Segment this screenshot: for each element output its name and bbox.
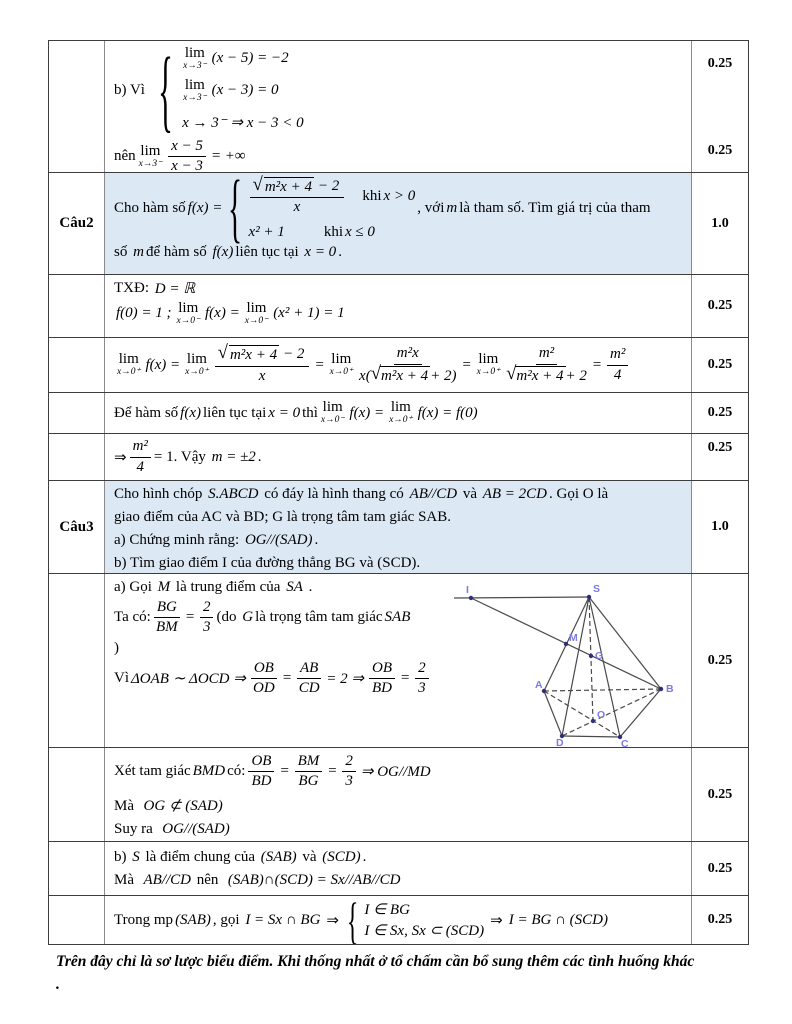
statement-line: b) Tìm giao điểm I của đường thẳng BG và (SCD). [114,555,421,571]
text-run: là tham số. Tìm giá trị của tham [459,200,651,217]
fraction: m²x x( √ m²x + 4 + 2) [359,345,457,384]
diagram-label-G: G [595,650,604,662]
system-lines [180,44,306,137]
footer-line: Trên đây chỉ là sơ lược biểu điểm. Khi thống nhất ở tổ chấm cần bổ sung thêm các tình huống khác [56,953,695,970]
math-run: f(0) = 1 ; [116,305,172,322]
limit-operator: lim x→3⁻ [183,44,207,71]
math-run: = [399,669,411,686]
math-run: G [242,609,254,626]
diagram-point-M [564,642,568,646]
limit-operator: lim x→0⁻ [176,300,201,326]
radical-sign: √ [252,174,263,195]
math-run: x → 3⁻ ⇒ x − 3 < 0 [182,115,304,131]
math-run: (SAB)∩(SCD) = Sx//AB//CD [227,872,401,888]
question-label-cell [49,275,105,337]
system-line [180,76,306,105]
solution-line [114,660,468,698]
question-label-cell [49,434,105,480]
table-row-cau1b [49,41,748,173]
diagram-point-B [659,687,663,691]
diagram-label-I: I [466,584,469,596]
left-brace: { [346,896,359,944]
diagram-edge-SD [562,597,589,736]
statement-line: giao điểm của AC và BD; G là trọng tâm tam giác SAB. [114,509,452,525]
conclusion-line [114,138,685,172]
diagram-edge-CB [620,689,661,737]
math-run: = [314,356,325,373]
text-run: b) [114,849,127,865]
text-run: khi [362,188,382,205]
arrow-run: ⇒ [326,912,339,929]
score-value: 0.25 [707,143,733,158]
diagram-edge-DC [562,736,620,737]
text-run: Để hàm số [114,404,179,421]
diagram-label-S: S [593,583,601,595]
table-row-cau3-partb2 [49,896,748,944]
math-run: AB//CD [143,872,191,888]
math-run: I = Sx ∩ BG [245,911,321,928]
math-run: OG ⊄ (SAD) [143,797,223,814]
table-row-cau3-parta2 [49,748,748,842]
diagram-point-G [589,654,593,658]
solution-cell [105,748,692,841]
math-run: x = 0 [304,243,337,260]
text-run: a) Gọi [114,579,152,595]
score-cell [692,896,748,944]
math-run: (SCD) [322,849,361,865]
diagram-label-B: B [666,683,674,695]
math-run: I ∈ BG [364,902,410,918]
table-row-cau3-partb1 [49,842,748,896]
solution-line: ) [114,639,119,656]
text-run: . Gọi O là [549,486,609,502]
text-run: để hàm số [145,243,207,260]
question-label-cell [49,574,105,747]
math-run: (x − 3) = 0 [211,82,279,98]
text-run: Trong mp [114,911,174,928]
math-run: BMD [192,763,226,780]
solution-cell [105,275,692,337]
math-run: = [184,609,195,626]
solution-cell [105,574,692,747]
math-run: SA [286,579,303,595]
fraction: $\frac{AB}{CD}$ [298,659,320,696]
square-root: √ m²x + 4 [252,174,312,195]
text-run: Xét tam giác [114,763,191,780]
solution-line [114,869,685,892]
table-row-cau3-statement [49,481,748,574]
math-run: OG//(SAD) [244,532,313,548]
score-cell [692,338,748,392]
math-run: S.ABCD [208,486,259,502]
text-run: là trọng tâm tam giác [255,609,383,626]
table-row-cau2-step1 [49,275,748,338]
pyramid-diagram [449,579,691,747]
question-label: Câu2 [59,215,94,231]
score-cell [692,41,748,172]
table-row-cau2-step2 [49,338,748,393]
math-run: f(x) = f(0) [417,404,478,421]
fraction: $\frac{\text{m²}}{4}$ [607,346,628,384]
score-cell [692,173,748,274]
math-run: ΔOAB ∼ ΔOCD ⇒ [131,670,246,687]
diagram-label-A: A [535,679,543,691]
text-run: có đáy là hình thang có [264,486,404,502]
score-value: 0.25 [707,298,733,313]
diagram-edge-SO-hidden [589,597,593,721]
math-run: m [446,200,458,217]
text-run: . [314,532,319,548]
math-run: D = ℝ [154,281,196,297]
fraction: $\frac{OB}{BD}$ [369,660,395,698]
question-label-cell [49,173,105,274]
score-cell [692,434,748,480]
math-run: x = 0 [268,404,301,421]
square-root: √ m²x + 4 [506,362,564,384]
table-row-cau2-step4 [49,434,748,481]
text-run: a) Chứng minh rằng: [114,532,240,548]
score-cell [692,748,748,841]
solution-line [114,898,685,942]
math-run: I = BG ∩ (SCD) [508,911,608,928]
score-value: 0.25 [707,405,733,420]
text-run: Mà [114,872,134,888]
fraction: $\frac{BM}{BG}$ [295,753,323,791]
score-value: 0.25 [707,652,733,668]
limit-operator: lim x→0⁺ [329,351,354,378]
solution-line [114,599,468,637]
fraction: $\frac{x - 5}{x - 3}$ [168,138,206,172]
fraction: $\frac{2}{3}$ [342,753,356,791]
text-run: thì [302,404,318,421]
question-label-cell [49,842,105,895]
math-run: f(x) [180,404,201,421]
math-run: f(x) [212,243,234,260]
score-cell [692,574,748,747]
solution-line [114,818,685,841]
fraction: m² √ m²x + 4 + 2 [506,345,587,384]
case-line [247,174,418,217]
math-run: f(x) = [205,305,240,322]
question-label-cell [49,896,105,944]
score-value: 1.0 [711,519,729,534]
math-run: M [157,579,171,595]
footer-note [56,950,758,996]
limit-operator: lim x→0⁺ [476,351,501,378]
math-run: m [133,243,144,260]
square-root: √ m²x + 4 [217,342,278,364]
text-run: khi [323,223,343,240]
solution-line [114,340,685,390]
system-line [180,108,306,137]
arrow-run: ⇒ [490,912,503,929]
solution-line [114,576,468,599]
text-run: b) Vì [114,82,145,98]
fraction: $\frac{OB}{BD}$ [248,753,274,791]
math-run: = [461,356,472,373]
math-run: (SAB) [175,911,211,928]
diagram-label-O: O [597,709,606,721]
diagram-edge-AD [544,691,562,736]
text-run: Cho hàm số [114,200,186,217]
footer-line: . [56,976,60,993]
limit-operator: lim x→0⁺ [389,399,413,426]
table-row-cau2-step3 [49,393,748,434]
text-run: (do [216,609,237,626]
condition-stack [362,900,486,940]
math-run: S [132,849,140,865]
score-cell [692,842,748,895]
math-run: = 2 ⇒ [326,670,364,687]
text-run: TXĐ: [114,280,149,296]
diagram-label-D: D [556,737,564,749]
math-run: f(x) = [145,356,181,373]
solution-line [114,795,685,818]
text-run: liên tục tại [202,404,267,421]
question-label-cell [49,748,105,841]
solution-cell [105,896,692,944]
math-run: x > 0 [383,188,416,205]
left-brace: { [228,173,243,252]
text-run: . [338,243,342,260]
text-run: và [462,486,477,502]
solution-cell [105,393,692,433]
grading-table [48,40,749,945]
question-label-cell [49,481,105,573]
solution-line [114,395,685,431]
limit-operator: lim x→3⁻ [138,143,163,169]
math-run: = +∞ [210,148,246,165]
math-run: = [279,763,290,780]
text-run: liên tục tại [235,243,299,260]
diagram-point-O [591,719,595,723]
math-run: ⇒ OG//MD [360,764,431,781]
text-run: . [308,579,313,595]
question-label-cell [49,41,105,172]
math-run: = [281,669,292,686]
fraction: $\frac{2}{3}$ [200,599,214,637]
math-run: I ∈ Sx, Sx ⊂ (SCD) [364,923,485,939]
limit-operator: lim x→0⁺ [117,351,141,378]
solution-line [114,277,685,300]
math-run: AB//CD [409,486,458,502]
text-run: là trung điểm của [175,579,281,595]
question-label-cell [49,338,105,392]
left-brace: { [158,41,173,141]
solution-line [114,846,685,869]
arrow-run: ⇒ [114,449,127,466]
math-run: = [591,356,602,373]
question-label: Câu3 [59,518,94,535]
math-run: f(x) = [349,404,385,421]
math-run: (x² + 1) = 1 [273,305,345,322]
score-cell [692,481,748,573]
math-run: = [327,763,338,780]
limit-operator: lim x→0⁺ [185,351,209,378]
score-value: 0.25 [707,440,733,455]
text-run: nên [114,148,136,165]
statement-line [114,244,685,261]
math-run: SAB [384,609,411,626]
diagram-point-S [587,595,591,599]
score-value: 0.25 [707,912,733,927]
score-value: 0.25 [707,860,733,876]
score-value: 1.0 [711,215,729,231]
math-run: x² + 1 [248,223,285,240]
solution-cell [105,41,692,172]
math-run: OG//(SAD) [162,820,230,837]
math-run: (SAB) [260,849,297,865]
problem-statement-cell [105,481,692,573]
text-run: . [362,849,367,865]
solution-line [114,301,685,327]
fraction: √ m²x + 4 − 2 x [215,345,310,385]
solution-cell [105,338,692,392]
question-label-cell [49,393,105,433]
text-run: Suy ra [114,820,153,837]
piecewise-cases [247,174,418,241]
text-run: là điểm chung của [145,849,256,865]
text-run: và [302,849,317,865]
text-run: Ta có: [114,609,151,626]
diagram-edge-IS [454,597,589,598]
text-run: Cho hình chóp [114,486,203,502]
fraction: $\frac{OB}{OD}$ [251,660,277,698]
text-run: số [114,243,128,260]
diagram-point-I [469,596,473,600]
text-run: Mà [114,797,134,814]
diagram-edge-AB-hidden [544,689,661,691]
fraction: √ m²x + 4 − 2 x [250,177,345,217]
fraction: $\frac{2}{3}$ [415,660,429,698]
system-line [180,44,306,73]
math-run: x ≤ 0 [344,223,375,240]
score-value: 0.25 [707,786,733,802]
solution-cell [105,842,692,895]
text-run: , với [417,200,445,217]
math-run: (x − 5) = −2 [211,50,289,66]
fraction: $\frac{BG}{BM}$ [154,599,180,637]
table-row-cau2-statement [49,173,748,275]
math-run: m = ±2 [211,448,256,465]
score-value: 0.25 [707,56,733,71]
problem-statement-cell [105,173,692,274]
score-cell [692,393,748,433]
diagram-label-C: C [621,738,629,749]
diagram-label-M: M [569,632,578,644]
text-run: Vì [114,669,129,686]
solution-line [114,753,685,791]
score-cell [692,275,748,337]
text-run: , gọi [212,911,240,928]
statement-line [114,483,685,506]
limit-system [114,41,685,141]
case-line [247,224,418,241]
text-run: có: [227,763,246,780]
solution-cell [105,434,692,480]
text-run: nên [196,872,219,888]
limit-operator: lim x→3⁻ [183,76,207,103]
math-run: AB = 2CD [482,486,548,502]
table-row-cau3-parta [49,574,748,748]
square-root: √ m²x + 4 [370,362,429,384]
math-run: f(x) = [187,200,223,217]
fraction: $\frac{\text{m²}}{4}$ [130,438,151,476]
text-run: . [257,448,262,465]
limit-operator: lim x→0⁻ [320,399,345,426]
limit-operator: lim x→0⁻ [244,300,269,326]
score-value: 0.25 [707,357,733,372]
statement-line [114,529,685,552]
solution-text [114,576,468,697]
text-run: = 1. Vậy [153,448,206,465]
solution-line [114,436,685,478]
